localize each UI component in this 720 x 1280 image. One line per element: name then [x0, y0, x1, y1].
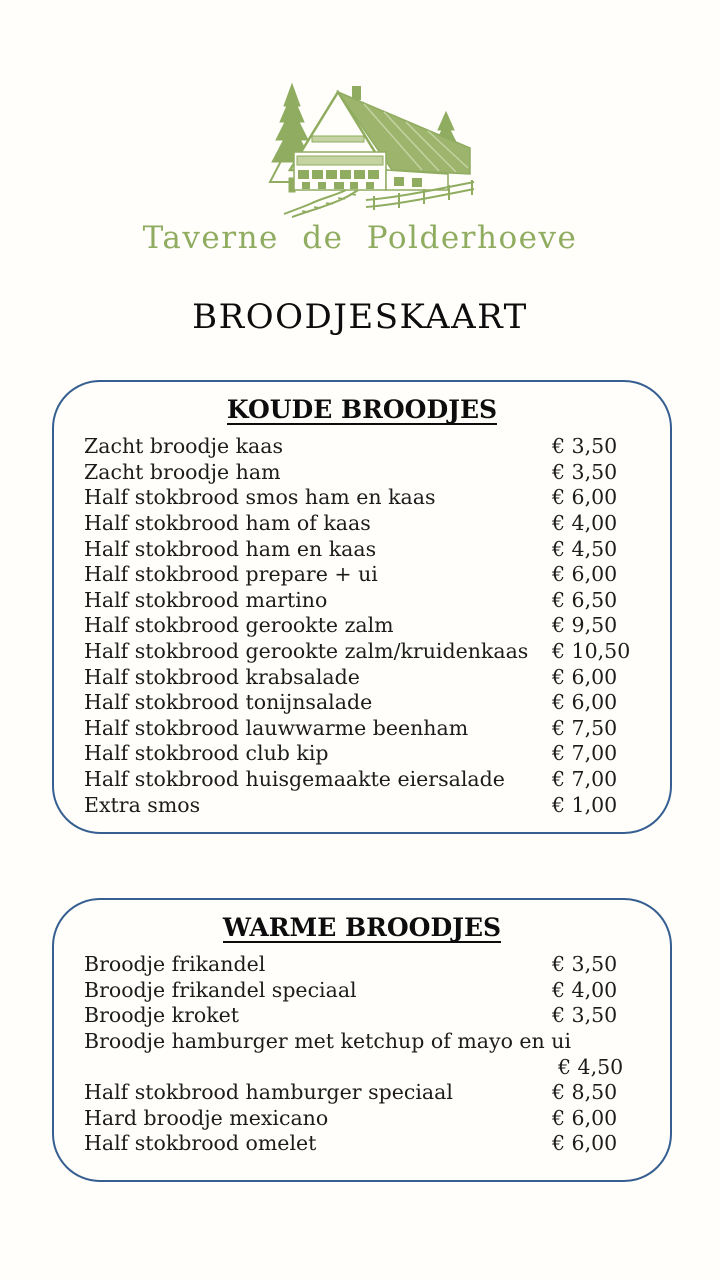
item-price: € 8,50 — [552, 1080, 618, 1105]
item-price: € 3,50 — [552, 459, 618, 484]
item-name: Extra smos — [84, 792, 201, 817]
item-price: € 7,00 — [552, 766, 618, 791]
menu-row — [54, 1131, 670, 1157]
menu-row — [54, 434, 670, 460]
item-name: Half stokbrood smos ham en kaas — [84, 485, 436, 510]
item-price: € 4,50 — [552, 536, 618, 561]
item-price: € 6,00 — [552, 485, 618, 510]
item-price: € 6,00 — [552, 1131, 618, 1156]
item-name: Hard broodje mexicano — [84, 1105, 329, 1130]
item-price: € 6,00 — [552, 690, 618, 715]
menu-row — [54, 1029, 670, 1080]
menu-row — [54, 952, 670, 978]
item-name: Half stokbrood tonijnsalade — [84, 690, 373, 715]
menu-row — [54, 537, 670, 563]
item-name: Broodje kroket — [84, 1003, 240, 1028]
item-price: € 4,00 — [552, 511, 618, 536]
item-price: € 7,00 — [552, 741, 618, 766]
logo-block — [0, 78, 720, 256]
menu-row — [54, 485, 670, 511]
menu-rows-koude — [54, 434, 670, 818]
item-price: € 10,50 — [552, 639, 631, 663]
item-name: Half stokbrood lauwwarme beenham — [84, 715, 469, 740]
item-name: Half stokbrood martino — [84, 587, 328, 612]
menu-row — [54, 460, 670, 486]
menu-row — [54, 767, 670, 793]
item-price: € 4,00 — [552, 977, 618, 1002]
item-name: Broodje frikandel — [84, 952, 266, 977]
item-name: Broodje hamburger met ketchup of mayo en ui — [84, 1029, 572, 1054]
section-title-text: KOUDE BROODJES — [226, 395, 498, 424]
menu-row — [54, 741, 670, 767]
item-price: € 3,50 — [552, 434, 618, 459]
item-name: Half stokbrood hamburger speciaal — [84, 1080, 453, 1105]
item-price: € 6,00 — [552, 664, 618, 689]
menu-row — [54, 639, 670, 665]
item-name: Half stokbrood ham of kaas — [84, 511, 371, 536]
item-name: Half stokbrood huisgemaakte eiersalade — [84, 766, 505, 791]
item-price: € 1,00 — [552, 792, 618, 817]
item-name: Half stokbrood gerookte zalm/kruidenkaas — [84, 639, 529, 663]
section-title-warme — [54, 913, 670, 943]
section-title-text: WARME BROODJES — [222, 913, 502, 942]
menu-row — [54, 690, 670, 716]
menu-row — [54, 511, 670, 537]
menu-row — [54, 978, 670, 1004]
item-name: Half stokbrood prepare + ui — [84, 562, 378, 587]
logo-text: Taverne de Polderhoeve — [142, 220, 578, 256]
section-title-koude — [54, 395, 670, 425]
page-title: BROODJESKAART — [192, 297, 528, 337]
item-price: € 6,00 — [552, 1105, 618, 1130]
menu-row — [54, 665, 670, 691]
menu-section-warme-broodjes — [52, 898, 672, 1182]
menu-row — [54, 613, 670, 639]
item-price: € 7,50 — [552, 715, 618, 740]
menu-row — [54, 1003, 670, 1029]
menu-row — [54, 1080, 670, 1106]
item-price: € 6,00 — [552, 562, 618, 587]
item-name: Zacht broodje kaas — [84, 434, 284, 459]
menu-row — [54, 562, 670, 588]
menu-row — [54, 1106, 670, 1132]
menu-row — [54, 588, 670, 614]
item-price: € 9,50 — [552, 613, 618, 638]
item-name: Zacht broodje ham — [84, 459, 281, 484]
menu-rows-warme — [54, 952, 670, 1157]
menu-row — [54, 716, 670, 742]
item-name: Half stokbrood ham en kaas — [84, 536, 377, 561]
item-price: € 3,50 — [552, 952, 618, 977]
menu-row — [54, 793, 670, 819]
item-price: € 4,50 — [558, 1054, 624, 1079]
farmhouse-logo-icon — [234, 78, 486, 218]
menu-section-koude-broodjes — [52, 380, 672, 834]
item-name: Half stokbrood gerookte zalm — [84, 613, 394, 638]
item-name: Half stokbrood omelet — [84, 1131, 317, 1156]
item-price: € 3,50 — [552, 1003, 618, 1028]
item-name: Half stokbrood club kip — [84, 741, 329, 766]
item-name: Broodje frikandel speciaal — [84, 977, 357, 1002]
item-name: Half stokbrood krabsalade — [84, 664, 360, 689]
item-price: € 6,50 — [552, 587, 618, 612]
